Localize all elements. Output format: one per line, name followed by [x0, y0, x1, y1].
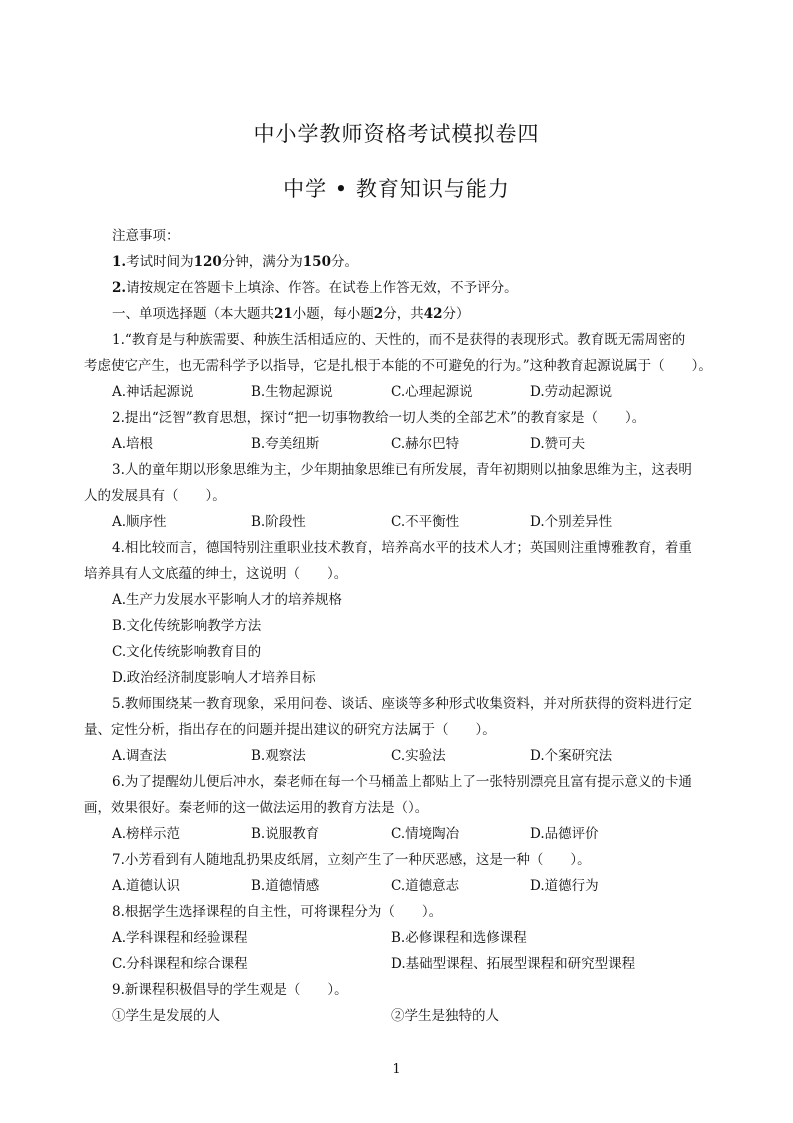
page-title: 中小学教师资格考试模拟卷四 — [253, 122, 540, 146]
q2-option-a: A.培根 — [112, 436, 154, 452]
notice-item-1: 1.考试时间为120分钟，满分为150分。 — [112, 254, 358, 270]
question-8-line-1: 8.根据学生选择课程的自主性，可将课程分为（ ）。 — [112, 904, 443, 920]
notice-heading: 注意事项： — [112, 228, 180, 244]
q9-statement-1: ①学生是发展的人 — [112, 1008, 220, 1024]
q3-option-b: B.阶段性 — [251, 514, 306, 530]
question-1-line-2: 考虑使它产生，也无需科学予以指导，它是扎根于本能的不可避免的行为。”这种教育起源说属于（ ）。 — [84, 358, 712, 374]
q5-option-c: C.实验法 — [391, 748, 446, 764]
question-6-line-2: 画，效果很好。秦老师的这一做法运用的教育方法是（）。 — [84, 800, 429, 816]
q6-option-a: A.榜样示范 — [112, 826, 181, 842]
q4-option-c: C.文化传统影响教育目的 — [112, 644, 262, 660]
q2-option-b: B.夸美纽斯 — [251, 436, 320, 452]
page-subtitle: 中学 • 教育知识与能力 — [283, 177, 510, 201]
question-3-line-1: 3.人的童年期以形象思维为主，少年期抽象思维已有所发展，青年初期则以抽象思维为主，这表明 — [112, 462, 692, 478]
q2-option-c: C.赫尔巴特 — [391, 436, 460, 452]
section-heading: 一、单项选择题（本大题共21小题，每小题2分，共42分） — [112, 306, 470, 322]
q3-option-c: C.不平衡性 — [391, 514, 460, 530]
question-4-line-2: 培养具有人文底蕴的绅士，这说明（ ）。 — [84, 566, 348, 582]
q1-option-a: A.神话起源说 — [112, 384, 194, 400]
q9-statement-2: ②学生是独特的人 — [391, 1008, 499, 1024]
q1-option-c: C.心理起源说 — [391, 384, 473, 400]
page-number: 1 — [392, 1062, 401, 1077]
q8-option-b: B.必修课程和选修课程 — [391, 930, 527, 946]
q1-option-b: B.生物起源说 — [251, 384, 333, 400]
q7-option-c: C.道德意志 — [391, 878, 460, 894]
q3-option-d: D.个别差异性 — [530, 514, 613, 530]
question-4-line-1: 4.相比较而言，德国特别注重职业技术教育，培养高水平的技术人才；英国则注重博雅教育，着重 — [112, 540, 692, 556]
q6-option-c: C.情境陶冶 — [391, 826, 460, 842]
question-2-line-1: 2.提出“泛智”教育思想，探讨“把一切事物教给一切人类的全部艺术”的教育家是（ ）。 — [112, 410, 646, 426]
question-7-line-1: 7.小芳看到有人随地乱扔果皮纸屑，立刻产生了一种厌恶感，这是一种（ ）。 — [112, 852, 591, 868]
q6-option-b: B.说服教育 — [251, 826, 320, 842]
q2-option-d: D.赞可夫 — [530, 436, 586, 452]
q6-option-d: D.品德评价 — [530, 826, 599, 842]
q4-option-d: D.政治经济制度影响人才培养目标 — [112, 670, 316, 686]
q8-option-c: C.分科课程和综合课程 — [112, 956, 248, 972]
q5-option-a: A.调查法 — [112, 748, 167, 764]
q4-option-b: B.文化传统影响教学方法 — [112, 618, 262, 634]
question-3-line-2: 人的发展具有（ ）。 — [84, 488, 226, 504]
question-1-line-1: 1.“教育是与种族需要、种族生活相适应的、天性的，而不是获得的表现形式。教育既无需周密的 — [112, 332, 686, 348]
question-5-line-2: 量、定性分析，指出存在的问题并提出建议的研究方法属于（ ）。 — [84, 722, 496, 738]
q7-option-a: A.道德认识 — [112, 878, 181, 894]
notice-item-2: 2.请按规定在答题卡上填涂、作答。在试卷上作答无效，不予评分。 — [112, 280, 518, 296]
q3-option-a: A.顺序性 — [112, 514, 167, 530]
q8-option-d: D.基础型课程、拓展型课程和研究型课程 — [391, 956, 636, 972]
q8-option-a: A.学科课程和经验课程 — [112, 930, 248, 946]
q4-option-a: A.生产力发展水平影响人才的培养规格 — [112, 592, 343, 608]
question-6-line-1: 6.为了提醒幼儿便后冲水，秦老师在每一个马桶盖上都贴上了一张特别漂亮且富有提示意义的卡通 — [112, 774, 692, 790]
q7-option-b: B.道德情感 — [251, 878, 320, 894]
q1-option-d: D.劳动起源说 — [530, 384, 613, 400]
q5-option-d: D.个案研究法 — [530, 748, 613, 764]
q7-option-d: D.道德行为 — [530, 878, 599, 894]
question-9-line-1: 9.新课程积极倡导的学生观是（ ）。 — [112, 982, 348, 998]
question-5-line-1: 5.教师围绕某一教育现象，采用问卷、谈话、座谈等多种形式收集资料，并对所获得的资料进行定 — [112, 696, 692, 712]
q5-option-b: B.观察法 — [251, 748, 306, 764]
